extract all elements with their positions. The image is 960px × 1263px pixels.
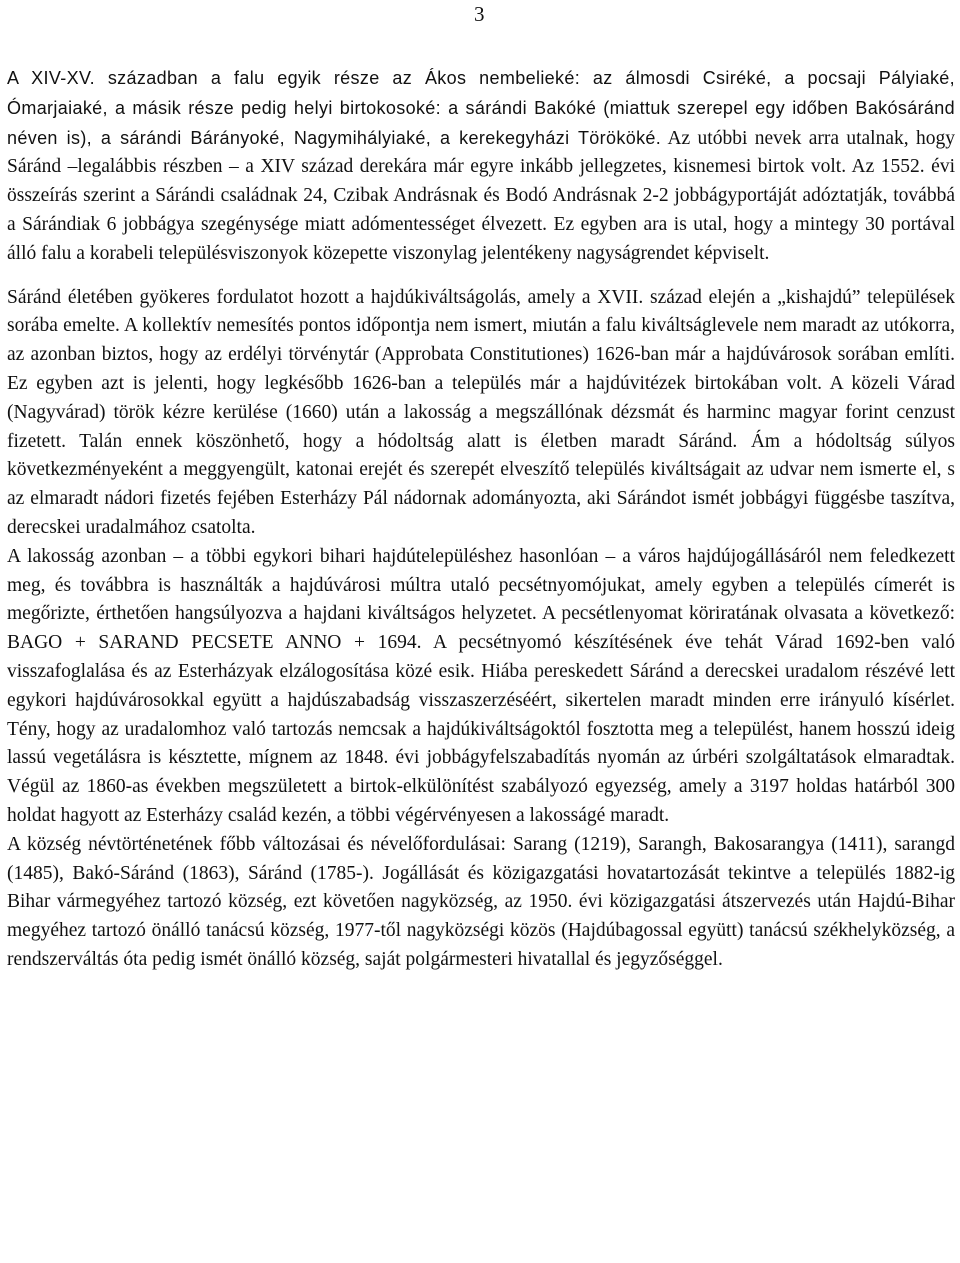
paragraph-4: A község névtörténetének főbb változásai és névelőfordulásai: Sarang (1219), Sarangh, Bakosarangya (1411), sarangd (1485), Bakó-Sáránd (1863), Sáránd (1785-). Jogállását és közigazgatási hovatartozását tekintve a település 1882-ig Bihar vármegyéhez tartozó község, ezt követően nagyközség, az 1950. évi közigazgatási átszervezés után Hajdú-Bihar megyéhez tartozó önálló tanácsú község, 1977-től nagyközségi közös (Hajdúbagossal együtt) tanácsú székhelyközség, a rendszerváltás óta pedig ismét önálló község, saját polgármesteri hivatallal és jegyzőséggel. (7, 833, 955, 970)
paragraph-2: Sáránd életében gyökeres fordulatot hozott a hajdúkiváltságolás, amely a XVII. század elején a „kishajdú” települések sorába emelte. A kollektív nemesítés pontos időpontja nem ismert, miután a falu kiváltságlevele nem maradt az utókorra, az azonban biztos, hogy az erdélyi törvénytár (Approbata Constitutiones) 1626-ban már a hajdúvárosok sorában említi. Ez egyben azt is jelenti, hogy legkésőbb 1626-ban a település már a hajdúvitézek birtokában volt. A közeli Várad (Nagyvárad) török kézre kerülése (1660) után a lakosság a megszállónak dézsmát és harminc magyar forint cenzust fizetett. Talán ennek köszönhető, hogy a hódoltság alatt is életben maradt Sáránd. Ám a hódoltság súlyos következményeként a meggyengült, katonai erejét és szerepét elveszítő település kiváltságait az udvar nem ismerte el, s az elmaradt nádori fizetés fejében Esterházy Pál nádornak adományozta, aki Sárándot ismét jobbágyi függésbe taszítva, derecskei uradalmához csatolta. (7, 286, 955, 538)
document-body (7, 64, 955, 975)
paragraph-1-serif-run: Az utóbbi nevek arra utalnak, hogy Sáránd –legalábbis részben – a XIV század derekára már egyre inkább jellegzetes, kisnemesi birtok volt. Az 1552. évi összeírás szerint a Sárándi családnak 24, Czibak Andrásnak és Bodó Andrásnak 2-2 jobbágyportáját adóztatják, továbbá a Sárándiak 6 jobbágya szegénysége miatt adómentességet élvezett. Ez egyben ara is utal, hogy a mintegy 30 portával álló falu a korabeli településviszonyok közepette viszonylag jelentékeny nagyságrendet képviselt. (7, 127, 956, 264)
paragraph-3: A lakosság azonban – a többi egykori bihari hajdútelepüléshez hasonlóan – a város hajdújogállásáról nem feledkezett meg, és továbbra is használták a hajdúvárosi múltra utaló pecsétnyomójukat, amely egyben a település címerét is megőrizte, érthetően hangsúlyozva a hajdani kiváltságos helyzetet. A pecsétlenyomat köriratának olvasata a következő: BAGO + SARAND PECSETE ANNO + 1694. A pecsétnyomó készítésének éve tehát Várad 1692-ben való visszafoglalása és az Esterházyak elzálogosítása közé esik. Hiába pereskedett Sáránd a derecskei uradalom részévé lett egykori hajdúvárosokkal együtt a hajdúszabadság visszaszerzéséért, sikertelen maradt minden erre irányuló kísérlet. Tény, hogy az uradalomhoz való tartozás nemcsak a hajdúkiváltságoktól fosztotta meg a települést, hanem hosszú ideig lassú vegetálásra is késztette, mígnem az 1848. évi jobbágyfelszabadítás nyomán az úrbéri szolgáltatások elmaradtak. Végül az 1860-as években megszületett a birtok-elkülönítést szabályozó egyezség, amely a 3197 holdas határból 300 holdat hagyott az Esterházy család kezén, a többi végérvényesen a lakosságé maradt. (7, 545, 955, 826)
paragraph-1-sans-run: A XIV-XV. században a falu egyik része az Ákos nembelieké: az álmosdi Csiréké, a pocsaji Pályiaké, Ómarjaiaké, a másik része pedig helyi birtokosoké: a sárándi Bakóké (miattuk szerepel egy időben Bakósáránd néven is), a sárándi Bárányoké, Nagymihályiaké, a kerekegyházi Törököké. (7, 68, 955, 148)
page-number: 3 (474, 2, 485, 26)
paragraph-gap (7, 269, 955, 284)
paragraph-1 (7, 64, 955, 269)
